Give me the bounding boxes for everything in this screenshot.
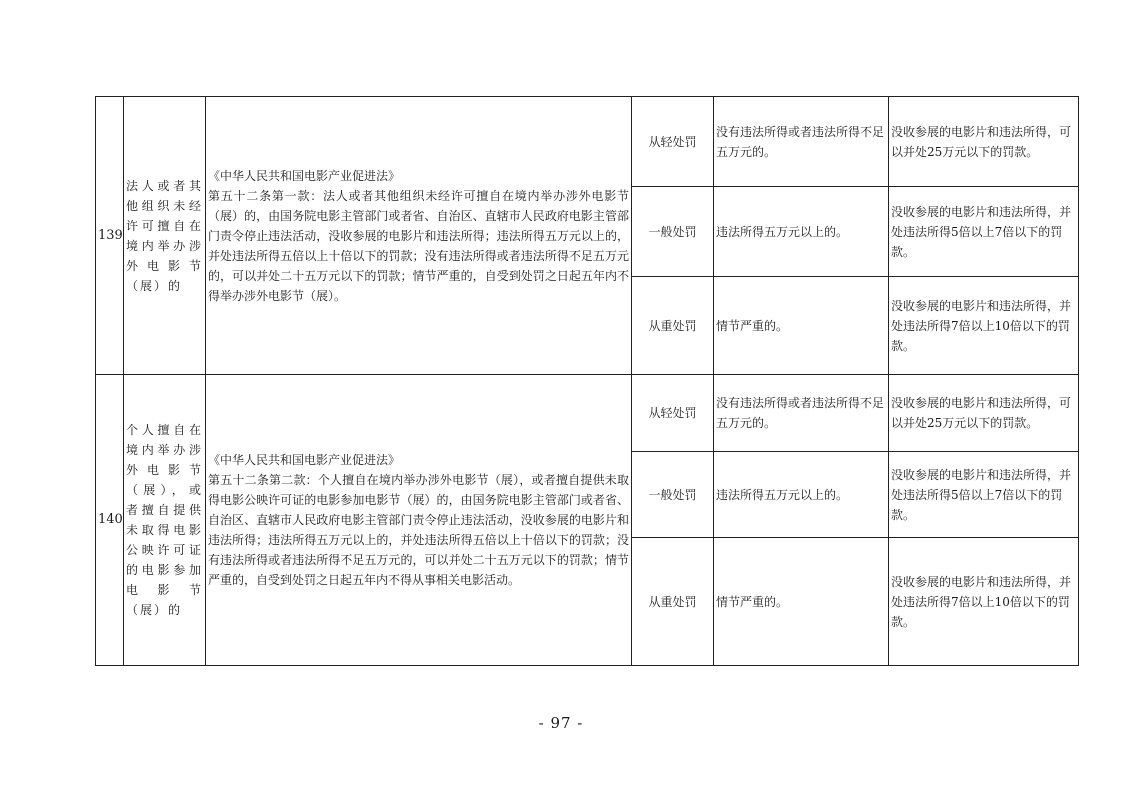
penalty-condition: 没有违法所得或者违法所得不足五万元的。 bbox=[714, 97, 889, 187]
penalty-action: 没收参展的电影片和违法所得，可以并处25万元以下的罚款。 bbox=[889, 97, 1079, 187]
penalty-condition: 违法所得五万元以上的。 bbox=[714, 452, 889, 538]
row-number: 140 bbox=[96, 375, 124, 666]
penalty-condition: 情节严重的。 bbox=[714, 277, 889, 375]
table-row bbox=[96, 97, 1079, 187]
penalty-level: 一般处罚 bbox=[632, 452, 714, 538]
penalty-condition: 情节严重的。 bbox=[714, 538, 889, 666]
penalty-action: 没收参展的电影片和违法所得，并处违法所得5倍以上7倍以下的罚款。 bbox=[889, 187, 1079, 277]
penalty-condition: 没有违法所得或者违法所得不足五万元的。 bbox=[714, 375, 889, 452]
law-clause: 第五十二条第二款：个人擅自在境内举办涉外电影节（展），或者擅自提供未取得电影公映许可证的电影参加电影节（展）的，由国务院电影主管部门或者省、自治区、直辖市人民政府电影主管部门责令停止违法活动，没收参展的电影片和违法所得；违法所得五万元以上的，并处违法所得五倍以上十倍以下的罚款；没有违法所得或者违法所得不足五万元的，可以并处二十五万元以下的罚款；情节严重的，自受到处罚之日起五年内不得从事相关电影活动。 bbox=[208, 473, 629, 587]
penalty-action: 没收参展的电影片和违法所得，并处违法所得7倍以上10倍以下的罚款。 bbox=[889, 538, 1079, 666]
penalty-action: 没收参展的电影片和违法所得，并处违法所得7倍以上10倍以下的罚款。 bbox=[889, 277, 1079, 375]
violation-item: 个人擅自在境内举办涉外电影节（展），或者擅自提供未取得电影公映许可证的电影参加电影节（展）的 bbox=[124, 375, 206, 666]
penalty-condition: 违法所得五万元以上的。 bbox=[714, 187, 889, 277]
penalty-action: 没收参展的电影片和违法所得，可以并处25万元以下的罚款。 bbox=[889, 375, 1079, 452]
penalty-level: 从轻处罚 bbox=[632, 97, 714, 187]
row-number: 139 bbox=[96, 97, 124, 375]
penalty-table bbox=[95, 96, 1079, 666]
law-clause: 第五十二条第一款：法人或者其他组织未经许可擅自在境内举办涉外电影节（展）的，由国务院电影主管部门或者省、自治区、直辖市人民政府电影主管部门责令停止违法活动，没收参展的电影片和违法所得；违法所得五万元以上的，并处违法所得五倍以上十倍以下的罚款；没有违法所得或者违法所得不足五万元的，可以并处二十五万元以下的罚款；情节严重的，自受到处罚之日起五年内不得举办涉外电影节（展）。 bbox=[208, 188, 629, 303]
law-title: 《中华人民共和国电影产业促进法》 bbox=[208, 453, 401, 467]
legal-basis bbox=[206, 97, 632, 375]
table-row bbox=[96, 375, 1079, 452]
page-number: - 97 - bbox=[538, 714, 584, 732]
penalty-level: 从重处罚 bbox=[632, 538, 714, 666]
penalty-level: 一般处罚 bbox=[632, 187, 714, 277]
legal-basis bbox=[206, 375, 632, 666]
penalty-level: 从轻处罚 bbox=[632, 375, 714, 452]
law-title: 《中华人民共和国电影产业促进法》 bbox=[208, 168, 401, 183]
penalty-level: 从重处罚 bbox=[632, 277, 714, 375]
violation-item: 法人或者其他组织未经许可擅自在境内举办涉外电影节（展）的 bbox=[124, 97, 206, 375]
penalty-action: 没收参展的电影片和违法所得，并处违法所得5倍以上7倍以下的罚款。 bbox=[889, 452, 1079, 538]
